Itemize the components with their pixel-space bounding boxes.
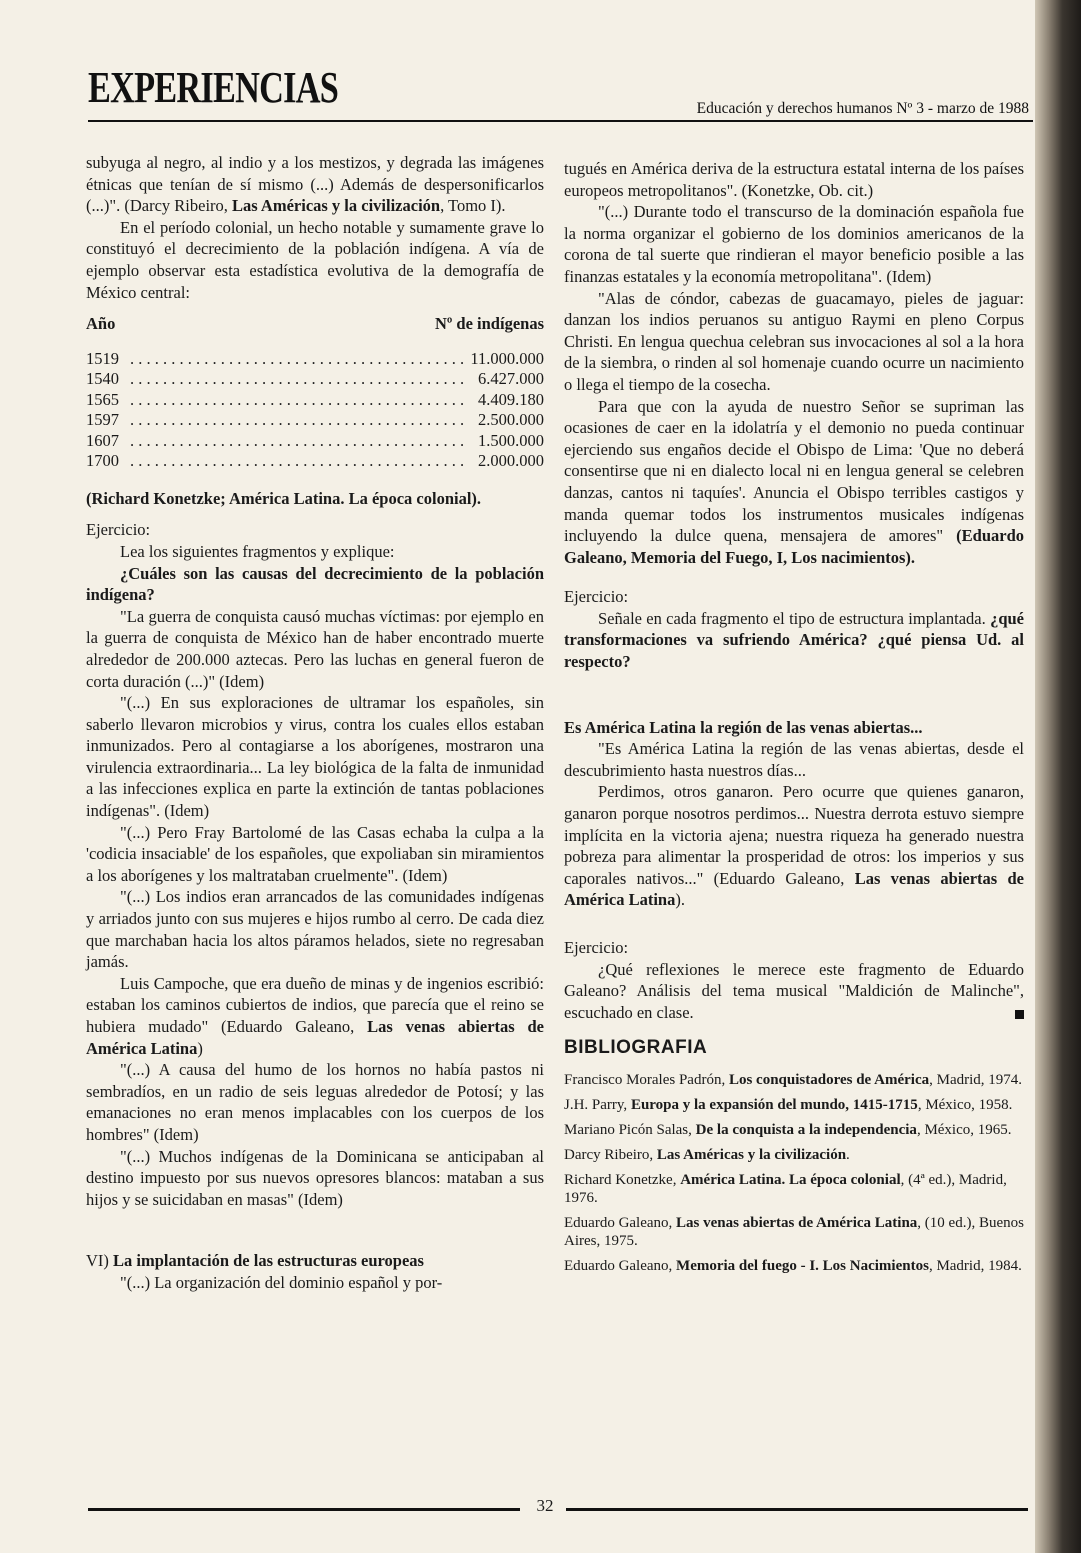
bibliography-entry <box>564 1214 1024 1250</box>
year-cell: 1540 <box>86 369 119 389</box>
bibliography-entry <box>564 1096 1024 1114</box>
title: Las venas abiertas de América Latina <box>676 1214 918 1231</box>
text: ). <box>675 890 685 910</box>
value-cell: 6.427.000 <box>478 369 544 389</box>
table-row <box>86 431 544 452</box>
year-cell: 1565 <box>86 389 119 409</box>
quote: "(...) En sus exploraciones de ultramar los españoles, sin saberlo llevaron microbios y virus, contra los cuales ellos estaban inmunizados. Pero al contagiarse a los aborígenes, mostraron una virulencia extraordinaria... La ley biológica de la falta de inmunidad a las infecciones explica en parte la extinción de tantas poblaciones indígenas". (Idem) <box>86 693 544 821</box>
quote: "Es América Latina la región de las venas abiertas, desde el descubrimiento hasta nuestros días... <box>564 739 1024 780</box>
paragraph <box>86 152 544 217</box>
quote: "(...) A causa del humo de los hornos no había pastos ni sembradíos, en un radio de seis leguas alrededor de Potosí; y las emanaciones no eran menos implacables con los cuerpos de los hombres" (Idem) <box>86 1060 544 1144</box>
table-row <box>86 369 544 390</box>
table-row <box>86 349 544 370</box>
bibliography-list <box>564 1071 1024 1275</box>
table-row <box>86 390 544 411</box>
bibliography-heading: BIBLIOGRAFIA <box>564 1037 708 1059</box>
author: Mariano Picón Salas, <box>564 1121 696 1138</box>
details: , México, 1965. <box>916 1121 1012 1138</box>
footer-rule <box>88 1508 520 1511</box>
quote <box>564 781 1024 911</box>
dot-leader <box>130 369 464 390</box>
page-number: 32 <box>536 1496 554 1515</box>
text: subyuga al negro, al indio y a los mestizos, y degrada las imágenes étnicas que tenían de sí mismo (...) Además de despersonificarlos (...)". (Darcy Ribeiro, <box>86 153 544 216</box>
exercise-label: Ejercicio: <box>564 587 629 607</box>
year-cell: 1519 <box>86 348 119 368</box>
title: Los conquistadores de América <box>728 1071 930 1088</box>
dot-leader <box>130 451 464 472</box>
year-cell: 1700 <box>86 451 119 471</box>
footer-rule <box>566 1508 1028 1511</box>
details: , México, 1958. <box>917 1096 1013 1113</box>
details: , Madrid, 1984. <box>928 1257 1022 1274</box>
column-count: Nº de indígenas <box>434 314 544 334</box>
bibliography-entry <box>564 1171 1024 1207</box>
quote: "(...) Durante todo el transcurso de la dominación española fue la norma organizar el gobierno de los dominios americanos de la corona de tal suerte que rindieran el mayor beneficio posible a las finanzas estatales y la economía metropolitana". (Idem) <box>564 202 1024 286</box>
exercise-text <box>564 608 1024 673</box>
table-row <box>86 451 544 472</box>
text-bold: ¿qué transformaciones va sufriendo América? ¿qué piensa Ud. al respecto? <box>564 608 1024 672</box>
author: Richard Konetzke, <box>564 1171 681 1188</box>
year-cell: 1607 <box>86 430 119 450</box>
exercise-text: Lea los siguientes fragmentos y explique: <box>120 541 395 561</box>
title: Europa y la expansión del mundo, 1415-1715 <box>630 1096 918 1113</box>
left-column <box>86 152 544 1294</box>
quote: "(...) Pero Fray Bartolomé de las Casas echaba la culpa a la 'codicia insaciable' de los españoles, que expoliaban sin miramientos a los aborígenes y los maltrataban cruelmente". (Idem) <box>86 822 544 885</box>
magazine-logo: EXPERIENCIAS <box>88 63 339 112</box>
dot-leader <box>130 431 464 452</box>
author: J.H. Parry, <box>564 1096 631 1113</box>
bibliography-entry <box>564 1146 1024 1164</box>
quote: "(...) Muchos indígenas de la Dominicana se anticipaban al destino impuesto por sus nuevos opresores blancos: mataban a sus hijos y se suicidaban en masas" (Idem) <box>86 1146 544 1209</box>
details: , Madrid, 1974. <box>929 1071 1023 1088</box>
quote: "La guerra de conquista causó muchas víctimas: por ejemplo en la guerra de conquista de México han de haber encontrado muerte alrededor de 200.000 aztecas. Pero las luchas en general fueron de corta duración (...)" (Idem) <box>86 606 544 691</box>
exercise-label: Ejercicio: <box>86 520 151 540</box>
author: Darcy Ribeiro, <box>564 1146 657 1163</box>
text: Para que con la ayuda de nuestro Señor se supriman las ocasiones de caer en la idolatría y el demonio no pueda continuar ejerciendo sus engaños decide el Obispo de Lima: 'Que no deberá consentirse que ni en dialecto local ni en lengua general se celebren danzas, cantos ni taquíes'. Anuncia el Obispo terribles castigos y manda quemar todos los instrumentos musicales indígenas incluyendo la dulce quena, mensajera de amores" <box>564 396 1024 546</box>
citation: (Eduardo Galeano, Memoria del Fuego, I, Los nacimientos). <box>564 526 1024 567</box>
table-header <box>86 313 544 335</box>
book-title: Las venas abiertas de América Latina <box>86 1017 544 1058</box>
quote <box>564 396 1024 569</box>
quote: "Alas de cóndor, cabezas de guacamayo, pieles de jaguar: danzan los indios peruanos su antiguo Raymi en pleno Corpus Christi. En lengua quechua celebran sus invocaciones al sol a la hora de la siembra, o rinden al sol homenaje cuando ocurre un nacimiento o llega el tiempo de la cosecha. <box>564 288 1024 394</box>
details: , (4ª ed.), Madrid, 1976. <box>564 1171 1007 1206</box>
section-number: VI) <box>86 1251 109 1271</box>
text: ¿Qué reflexiones le merece este fragmento de Eduardo Galeano? Análisis del tema musical "Maldición de Malinche", escuchado en clase. <box>564 959 1024 1022</box>
page-header <box>88 58 1033 128</box>
section-title: La implantación de las estructuras europeas <box>113 1251 424 1271</box>
exercise-question: ¿Cuáles son las causas del decrecimiento de la población indígena? <box>86 563 544 605</box>
header-rule <box>88 120 1033 122</box>
text: , Tomo I). <box>440 196 506 216</box>
section-heading <box>86 1250 544 1272</box>
quote: "(...) Los indios eran arrancados de las comunidades indígenas y arriados junto con sus mujeres e hijos rumbo al cerro. De cada diez que marchaban hacia los altos páramos helados, siete no regresaban jamás. <box>86 887 544 972</box>
dot-leader <box>130 390 464 411</box>
year-cell: 1597 <box>86 410 119 430</box>
paragraph: "(...) La organización del dominio español y por- <box>120 1272 443 1292</box>
value-cell: 4.409.180 <box>478 389 544 409</box>
dot-leader <box>130 349 464 370</box>
value-cell: 1.500.000 <box>478 430 544 450</box>
end-mark-icon <box>1015 1010 1024 1019</box>
title: Memoria del fuego - I. Los Nacimientos <box>676 1257 929 1274</box>
author: Francisco Morales Padrón, <box>564 1071 729 1088</box>
paragraph: En el período colonial, un hecho notable y sumamente grave lo constituyó el decrecimiento de la población indígena. A vía de ejemplo observar esta estadística evolutiva de la demografía de México central: <box>86 217 544 302</box>
page-binding-shadow <box>1035 0 1081 1553</box>
section-heading: Es América Latina la región de las venas abiertas... <box>564 717 923 737</box>
issue-line: Educación y derechos humanos Nº 3 - marzo de 1988 <box>696 100 1029 117</box>
text: Perdimos, otros ganaron. Pero ocurre que quienes ganaron, ganaron porque nosotros perdimos... Nuestra derrota estuvo siempre implícita en la victoria ajena; nuestra riqueza ha generado nuestra pobreza para alimentar la prosperidad de otros: los imperios y sus caporales nativos..." (Eduardo Galeano, <box>564 782 1024 888</box>
details: , (10 ed.), Buenos Aires, 1975. <box>564 1214 1024 1249</box>
dot-leader <box>130 410 464 431</box>
value-cell: 2.000.000 <box>478 451 544 471</box>
author: Eduardo Galeano, <box>564 1214 677 1231</box>
bibliography-entry <box>564 1071 1024 1089</box>
quote <box>86 973 544 1059</box>
book-title: Las venas abiertas de América Latina <box>564 868 1025 910</box>
exercise-text <box>564 959 1024 1024</box>
page-footer <box>88 1498 1028 1522</box>
population-table <box>86 313 544 472</box>
details: . <box>846 1146 850 1163</box>
book-title: Las Américas y la civilización <box>232 196 441 216</box>
author: Eduardo Galeano, <box>564 1257 677 1274</box>
table-row <box>86 410 544 431</box>
value-cell: 11.000.000 <box>470 348 544 368</box>
value-cell: 2.500.000 <box>478 410 544 430</box>
right-column <box>564 158 1024 1282</box>
title: América Latina. La época colonial <box>680 1171 901 1188</box>
bibliography-entry <box>564 1121 1024 1139</box>
text: Luis Campoche, que era dueño de minas y de ingenios escribió: estaban los caminos cubiertos de indios, que parecía que el reino se hubiera mudado" (Eduardo Galeano, <box>86 973 544 1036</box>
bibliography-entry <box>564 1257 1024 1275</box>
column-year: Año <box>86 314 116 334</box>
title: De la conquista a la independencia <box>695 1121 917 1138</box>
text: Señale en cada fragmento el tipo de estructura implantada. <box>598 608 991 628</box>
table-source: (Richard Konetzke; América Latina. La época colonial). <box>86 488 482 508</box>
text: ) <box>197 1038 203 1058</box>
exercise-label: Ejercicio: <box>564 938 629 957</box>
quote: tugués en América deriva de la estructura estatal interna de los países europeos metropolitanos". (Konetzke, Ob. cit.) <box>564 159 1024 200</box>
title: Las Américas y la civilización <box>656 1146 847 1163</box>
